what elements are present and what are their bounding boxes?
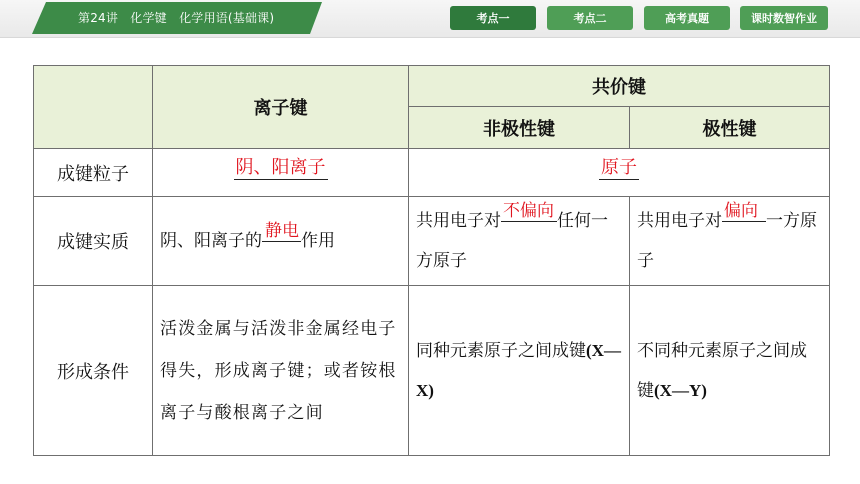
chemical-bond-comparison-table — [33, 65, 830, 456]
ionic-essence-cell — [153, 197, 409, 286]
tab-kaodian-2[interactable]: 考点二 — [547, 6, 633, 30]
header-ionic-bond: 离子键 — [153, 66, 409, 149]
polar-essence-prefix: 共用电子对 — [637, 211, 722, 231]
header-corner-cell — [34, 66, 153, 149]
row-label-particles: 成键粒子 — [34, 149, 153, 197]
nonpolar-formula: (X—X) — [416, 340, 621, 400]
polar-conditions-cell — [630, 286, 830, 456]
answer-electrostatic: 静电 — [262, 221, 301, 242]
answer-not-biased: 不偏向 — [501, 201, 557, 222]
ionic-essence-prefix: 阴、阳离子的 — [160, 231, 262, 251]
nonpolar-essence-suffix: 任何一方原子 — [416, 211, 608, 271]
nonpolar-conditions-cell — [409, 286, 630, 456]
polar-conditions-text: 不同种元素原子之间成键 — [637, 340, 807, 401]
nonpolar-essence-prefix: 共用电子对 — [416, 211, 501, 231]
header-nonpolar-bond: 非极性键 — [409, 107, 630, 149]
header-polar-bond: 极性键 — [630, 107, 830, 149]
ionic-essence-suffix: 作用 — [301, 231, 335, 251]
ionic-conditions-cell: 活泼金属与活泼非金属经电子得失，形成离子键；或者铵根离子与酸根离子之间 — [153, 286, 409, 456]
polar-essence-suffix: 一方原子 — [637, 211, 817, 271]
nonpolar-essence-cell — [409, 197, 630, 286]
tab-homework[interactable]: 课时数智作业 — [740, 6, 828, 30]
answer-ionic-particles: 阴、阳离子 — [235, 157, 326, 178]
polar-formula: (X—Y) — [654, 380, 707, 400]
covalent-particles-cell — [409, 149, 830, 197]
tab-past-exams[interactable]: 高考真题 — [644, 6, 730, 30]
answer-covalent-particles: 原子 — [601, 157, 637, 178]
ionic-particles-cell — [153, 149, 409, 197]
polar-essence-cell — [630, 197, 830, 286]
header-covalent-bond: 共价键 — [409, 66, 830, 107]
row-label-conditions: 形成条件 — [34, 286, 153, 456]
nonpolar-conditions-text: 同种元素原子之间成键 — [416, 340, 586, 361]
answer-biased: 偏向 — [722, 201, 766, 222]
row-label-essence: 成键实质 — [34, 197, 153, 286]
lesson-title: 第24讲 化学键 化学用语(基础课) — [78, 11, 275, 25]
tab-kaodian-1[interactable]: 考点一 — [450, 6, 536, 30]
